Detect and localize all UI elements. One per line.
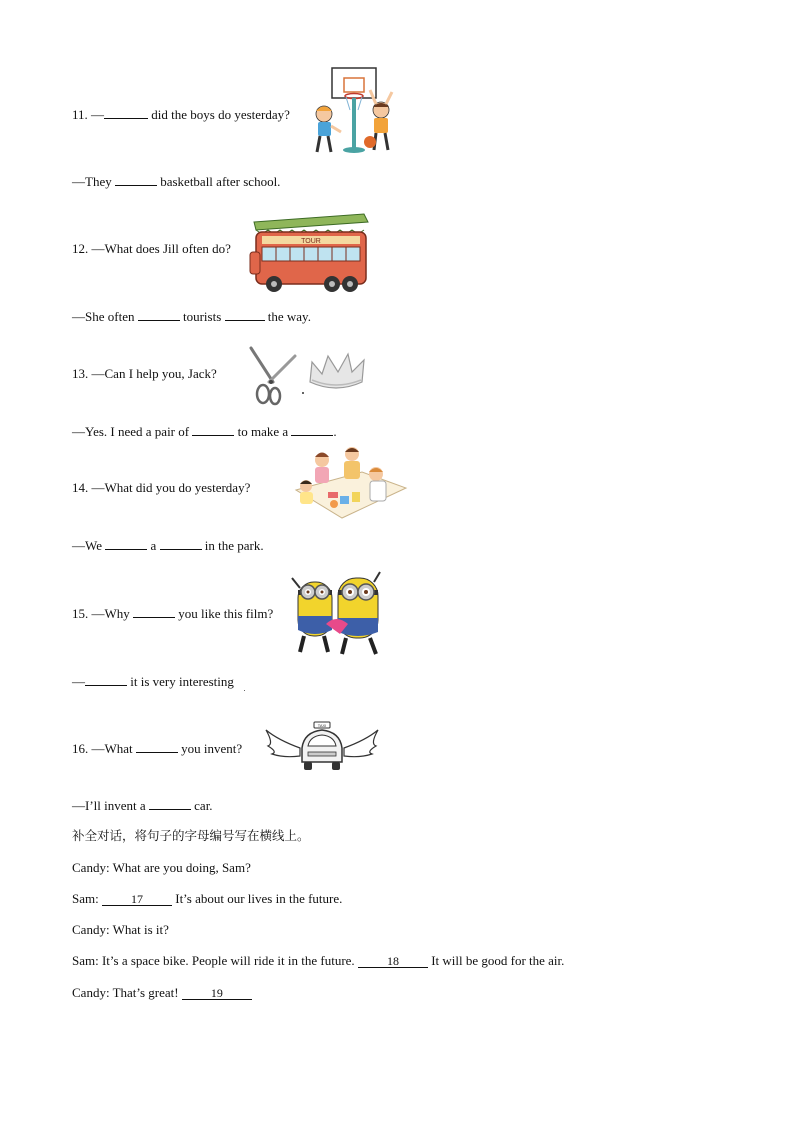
bus-sign: TOUR [301, 238, 321, 245]
minions-image [290, 568, 386, 658]
answer-blank-18[interactable]: 18 [358, 955, 428, 968]
separator-dot [302, 392, 304, 394]
answer-blank[interactable] [225, 308, 265, 321]
dialogue-line-1: Candy: What are you doing, Sam? [72, 860, 251, 875]
dialogue-line-5: Candy: That’s great! 19 [72, 985, 252, 1001]
section-instruction: 补全对话，将句子的字母编号写在横线上。 [72, 828, 310, 843]
question-11-answer: —They basketball after school. [72, 174, 281, 189]
answer-blank[interactable] [105, 537, 147, 550]
picnic-image [292, 444, 408, 522]
crown-image [306, 352, 368, 396]
question-13-prompt: 13. —Can I help you, Jack? [72, 366, 217, 381]
taxi-sign: TAXI [317, 723, 327, 728]
question-11-prompt: 11. — did the boys do yesterday? [72, 107, 290, 122]
question-16-answer: —I’ll invent a car. [72, 798, 213, 813]
flying-taxi-image [264, 718, 380, 776]
answer-blank[interactable] [136, 740, 178, 753]
answer-blank[interactable] [160, 537, 202, 550]
answer-blank[interactable] [133, 605, 175, 618]
question-12-answer: —She often tourists the way. [72, 309, 311, 324]
answer-blank[interactable] [149, 797, 191, 810]
question-12-prompt: 12. —What does Jill often do? [72, 241, 231, 256]
dialogue-line-3: Candy: What is it? [72, 922, 169, 937]
stray-dot [244, 690, 245, 691]
question-15-prompt: 15. —Why you like this film? [72, 606, 274, 621]
question-13-answer: —Yes. I need a pair of to make a . [72, 424, 337, 439]
question-15-answer: — it is very interesting [72, 674, 234, 689]
answer-blank[interactable] [138, 308, 180, 321]
answer-blank[interactable] [104, 106, 148, 119]
dialogue-line-2: Sam: 17 It’s about our lives in the future. [72, 891, 343, 906]
answer-blank[interactable] [192, 423, 234, 436]
answer-blank[interactable] [85, 673, 127, 686]
tour-bus-image [246, 208, 372, 296]
dialogue-line-4: Sam: It’s a space bike. People will ride it in the future. 18 It will be good for the air. [72, 953, 565, 968]
answer-blank[interactable] [291, 423, 333, 436]
question-16-prompt: 16. —What you invent? [72, 741, 243, 756]
question-14-prompt: 14. —What did you do yesterday? [72, 480, 251, 495]
answer-blank-19[interactable]: 19 [182, 987, 252, 1000]
answer-blank-17[interactable]: 17 [102, 893, 172, 906]
scissors-image [243, 346, 301, 408]
basketball-boys-image [308, 66, 400, 160]
answer-blank[interactable] [115, 173, 157, 186]
question-14-answer: —We a in the park. [72, 538, 264, 553]
